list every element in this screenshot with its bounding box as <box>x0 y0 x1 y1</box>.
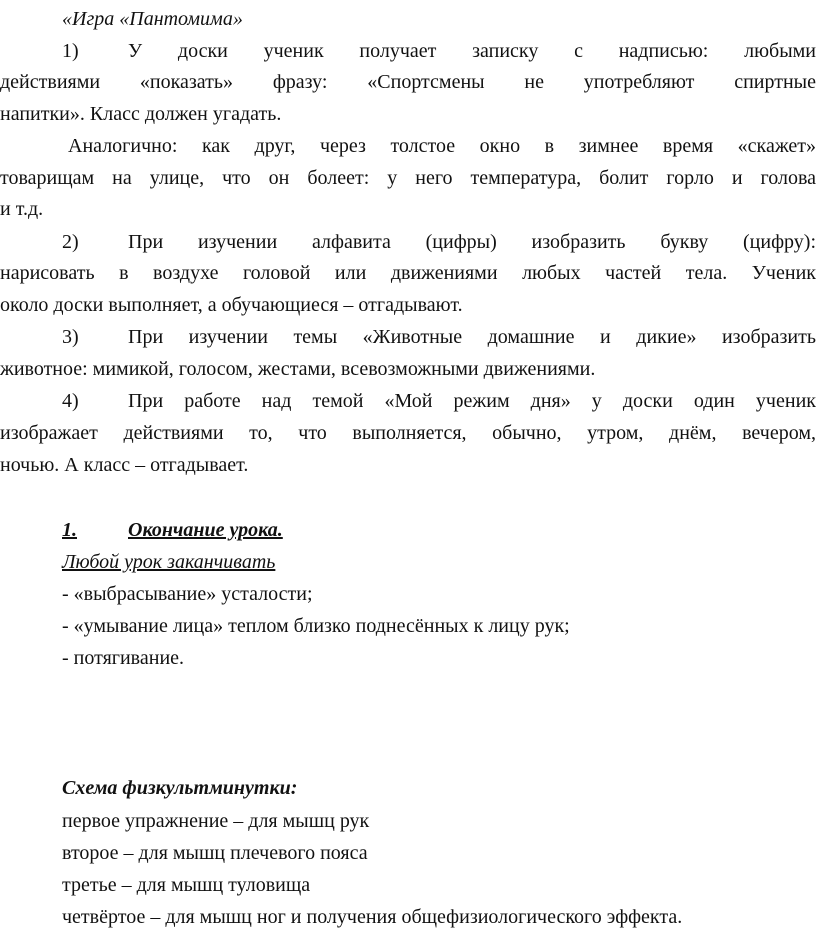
item-2-text: При изучении алфавита (цифры) изобразить букву (цифру): <box>128 231 816 253</box>
game-title: «Игра «Пантомима» <box>62 8 243 30</box>
item-4-first-line <box>0 386 816 418</box>
item-4-number: 4) <box>62 390 79 412</box>
item-2-line-3: около доски выполняет, а обучающиеся – отгадывают. <box>0 294 463 316</box>
scheme-item-4: четвёртое – для мышц ног и получения общефизиологического эффекта. <box>62 906 683 928</box>
scheme-title: Схема физкультминутки: <box>62 777 298 799</box>
ending-subtitle: Любой урок заканчивать <box>62 551 276 573</box>
analog-line-1: Аналогично: как друг, через толстое окно в зимнее время «скажет» <box>68 135 816 157</box>
item-1-text: У доски ученик получает записку с надписью: любыми <box>128 40 816 62</box>
ending-item-2: - «умывание лица» теплом близко поднесённых к лицу рук; <box>62 615 570 637</box>
analog-line-2: товарищам на улице, что он болеет: у него температура, болит горло и голова <box>0 167 816 189</box>
item-1-line-3: напитки». Класс должен угадать. <box>0 103 282 125</box>
analog-line-3: и т.д. <box>0 198 44 220</box>
item-3-text: При изучении темы «Животные домашние и дикие» изобразить <box>128 326 816 348</box>
item-3-line-2: животное: мимикой, голосом, жестами, всевозможными движениями. <box>0 358 596 380</box>
ending-title: Окончание урока. <box>128 519 283 541</box>
item-2-number: 2) <box>62 231 79 253</box>
item-3-first-line <box>0 322 816 354</box>
item-1-line-2: действиями «показать» фразу: «Спортсмены не употребляют спиртные <box>0 71 816 93</box>
item-2-first-line <box>0 227 816 259</box>
item-4-text: При работе над темой «Мой режим дня» у доски один ученик <box>128 390 816 412</box>
item-1-first-line <box>0 36 816 68</box>
item-4-line-2: изображает действиями то, что выполняется, обычно, утром, днём, вечером, <box>0 422 816 444</box>
scheme-item-1: первое упражнение – для мышц рук <box>62 810 370 832</box>
ending-heading <box>0 515 816 547</box>
scheme-item-3: третье – для мышц туловища <box>62 874 311 896</box>
item-3-number: 3) <box>62 326 79 348</box>
item-1-number: 1) <box>62 40 79 62</box>
ending-number: 1. <box>62 519 77 541</box>
ending-item-1: - «выбрасывание» усталости; <box>62 583 313 605</box>
ending-item-3: - потягивание. <box>62 647 185 669</box>
item-4-line-3: ночью. А класс – отгадывает. <box>0 454 249 476</box>
item-2-line-2: нарисовать в воздухе головой или движениями любых частей тела. Ученик <box>0 262 816 284</box>
scheme-item-2: второе – для мышц плечевого пояса <box>62 842 368 864</box>
